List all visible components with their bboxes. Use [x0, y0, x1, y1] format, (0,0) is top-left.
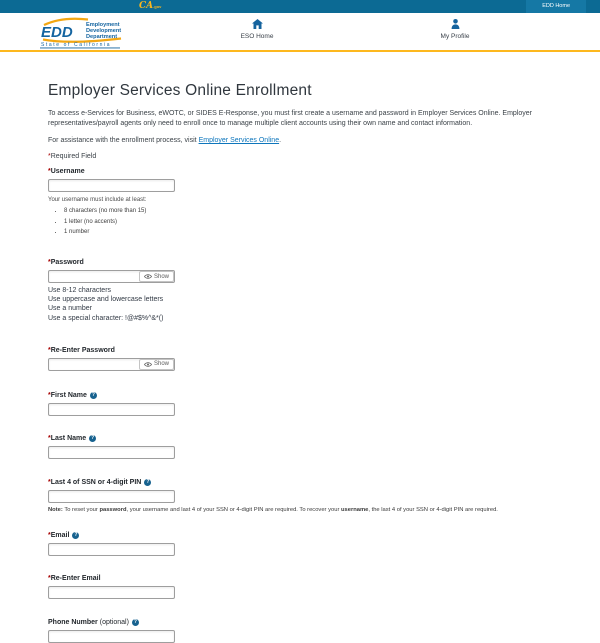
ssn-pin-note: Note: To reset your password, your username and last 4 of your SSN or 4-digit PIN are required. To recover your username, the last 4 of your SSN or 4-digit PIN are required. [48, 506, 498, 513]
show-reenter-password-label: Show [153, 361, 169, 368]
email-help-icon[interactable]: ? [74, 532, 78, 539]
username-hint-list [64, 208, 554, 235]
first-name-help-icon[interactable]: ? [91, 392, 95, 399]
ssn-pin-field-group [48, 479, 554, 513]
first-name-label: *First Name ? [48, 391, 95, 399]
edd-logo-tagline: State of California [41, 42, 112, 48]
required-field-note-text: Required Field [50, 153, 97, 160]
password-label: *Password [48, 259, 84, 266]
site-header [0, 13, 600, 52]
username-hint-item: • 1 number [64, 229, 554, 235]
ca-gov-logo-gov: .gov [153, 4, 162, 9]
phone-label: Phone Number (optional) ? [48, 618, 137, 626]
page-title: Employer Services Online Enrollment [48, 82, 312, 99]
username-hint-item: • 1 letter (no accents) [64, 219, 554, 225]
username-hint-title: Your username must include at least: [48, 197, 147, 203]
show-password-label: Show [153, 273, 169, 280]
required-asterisk: * [48, 346, 51, 354]
home-icon [252, 19, 263, 29]
edd-logo [40, 16, 124, 54]
top-bar [0, 0, 600, 13]
person-icon [451, 19, 460, 29]
required-asterisk: * [48, 259, 51, 266]
username-label: *Username [48, 168, 85, 175]
edd-logo-acronym: EDD [41, 24, 73, 41]
edd-logo-line2: Development [86, 28, 122, 34]
last-name-field-group [48, 435, 554, 459]
eye-icon [144, 274, 152, 279]
ssn-pin-help-icon[interactable]: ? [146, 479, 150, 486]
phone-field-group [48, 619, 554, 643]
password-rule: Use a special character: !@#$%^&*() [48, 314, 164, 322]
required-field-note [48, 153, 554, 160]
edd-home-button[interactable]: EDD Home [526, 0, 586, 13]
required-asterisk: * [48, 478, 51, 486]
password-rule: Use 8-12 characters [48, 287, 112, 294]
assistance-line [48, 137, 554, 144]
last-name-input[interactable] [48, 446, 175, 459]
ca-gov-logo-ca: CA [139, 1, 154, 11]
last-name-help-icon[interactable]: ? [91, 435, 95, 442]
first-name-input[interactable] [48, 403, 175, 416]
password-field-group [48, 259, 554, 323]
reenter-password-field-group [48, 347, 554, 371]
email-field-group [48, 532, 554, 556]
reenter-email-label: *Re-Enter Email [48, 574, 101, 582]
first-name-field-group [48, 392, 554, 416]
assistance-suffix: . [279, 137, 282, 144]
email-label: *Email ? [48, 531, 78, 539]
last-name-label: *Last Name ? [48, 434, 95, 442]
show-reenter-password-button[interactable] [139, 359, 174, 370]
edd-logo-graphic [40, 16, 124, 49]
assistance-prefix: For assistance with the enrollment process, visit [48, 137, 199, 144]
ssn-pin-input[interactable] [48, 490, 175, 503]
password-rule: Use a number [48, 305, 92, 313]
eye-icon [144, 362, 152, 367]
phone-input[interactable] [48, 630, 175, 643]
reenter-password-label: *Re-Enter Password [48, 346, 115, 354]
nav-eso-home[interactable] [217, 19, 297, 40]
nav-my-profile[interactable] [415, 19, 495, 40]
password-rule: Use uppercase and lowercase letters [48, 296, 164, 304]
required-asterisk: * [48, 168, 51, 175]
email-input[interactable] [48, 543, 175, 556]
username-hint-item: • 8 characters (no more than 15) [64, 208, 554, 214]
ca-gov-logo[interactable] [139, 0, 161, 13]
nav-my-profile-label: My Profile [440, 33, 470, 40]
main-content [48, 52, 554, 643]
employer-services-online-link[interactable]: Employer Services Online [198, 137, 280, 144]
password-rules [48, 286, 554, 323]
required-asterisk: * [48, 391, 51, 399]
reenter-email-field-group [48, 575, 554, 599]
show-password-button[interactable] [139, 271, 174, 282]
nav-eso-home-label: ESO Home [240, 33, 274, 40]
username-field-group [48, 168, 554, 235]
reenter-email-input[interactable] [48, 586, 175, 599]
required-asterisk: * [48, 574, 51, 582]
required-asterisk: * [48, 434, 51, 442]
edd-logo-line1: Employment [86, 22, 120, 28]
required-asterisk: * [48, 531, 51, 539]
phone-optional-suffix: (optional) [99, 618, 129, 626]
phone-help-icon[interactable]: ? [133, 619, 137, 626]
edd-logo-line3: Department [86, 34, 118, 40]
ssn-pin-label: *Last 4 of SSN or 4-digit PIN ? [48, 478, 150, 486]
intro-paragraph: To access e-Services for Business, eWOTC, or SIDES E-Response, you must first create a username and password in Employer Services Online. Employer representatives/payroll agents only need to enroll once to manage multiple client accounts using their own name and contact information. [48, 110, 532, 127]
required-asterisk: * [48, 153, 51, 160]
username-input[interactable] [48, 179, 175, 192]
